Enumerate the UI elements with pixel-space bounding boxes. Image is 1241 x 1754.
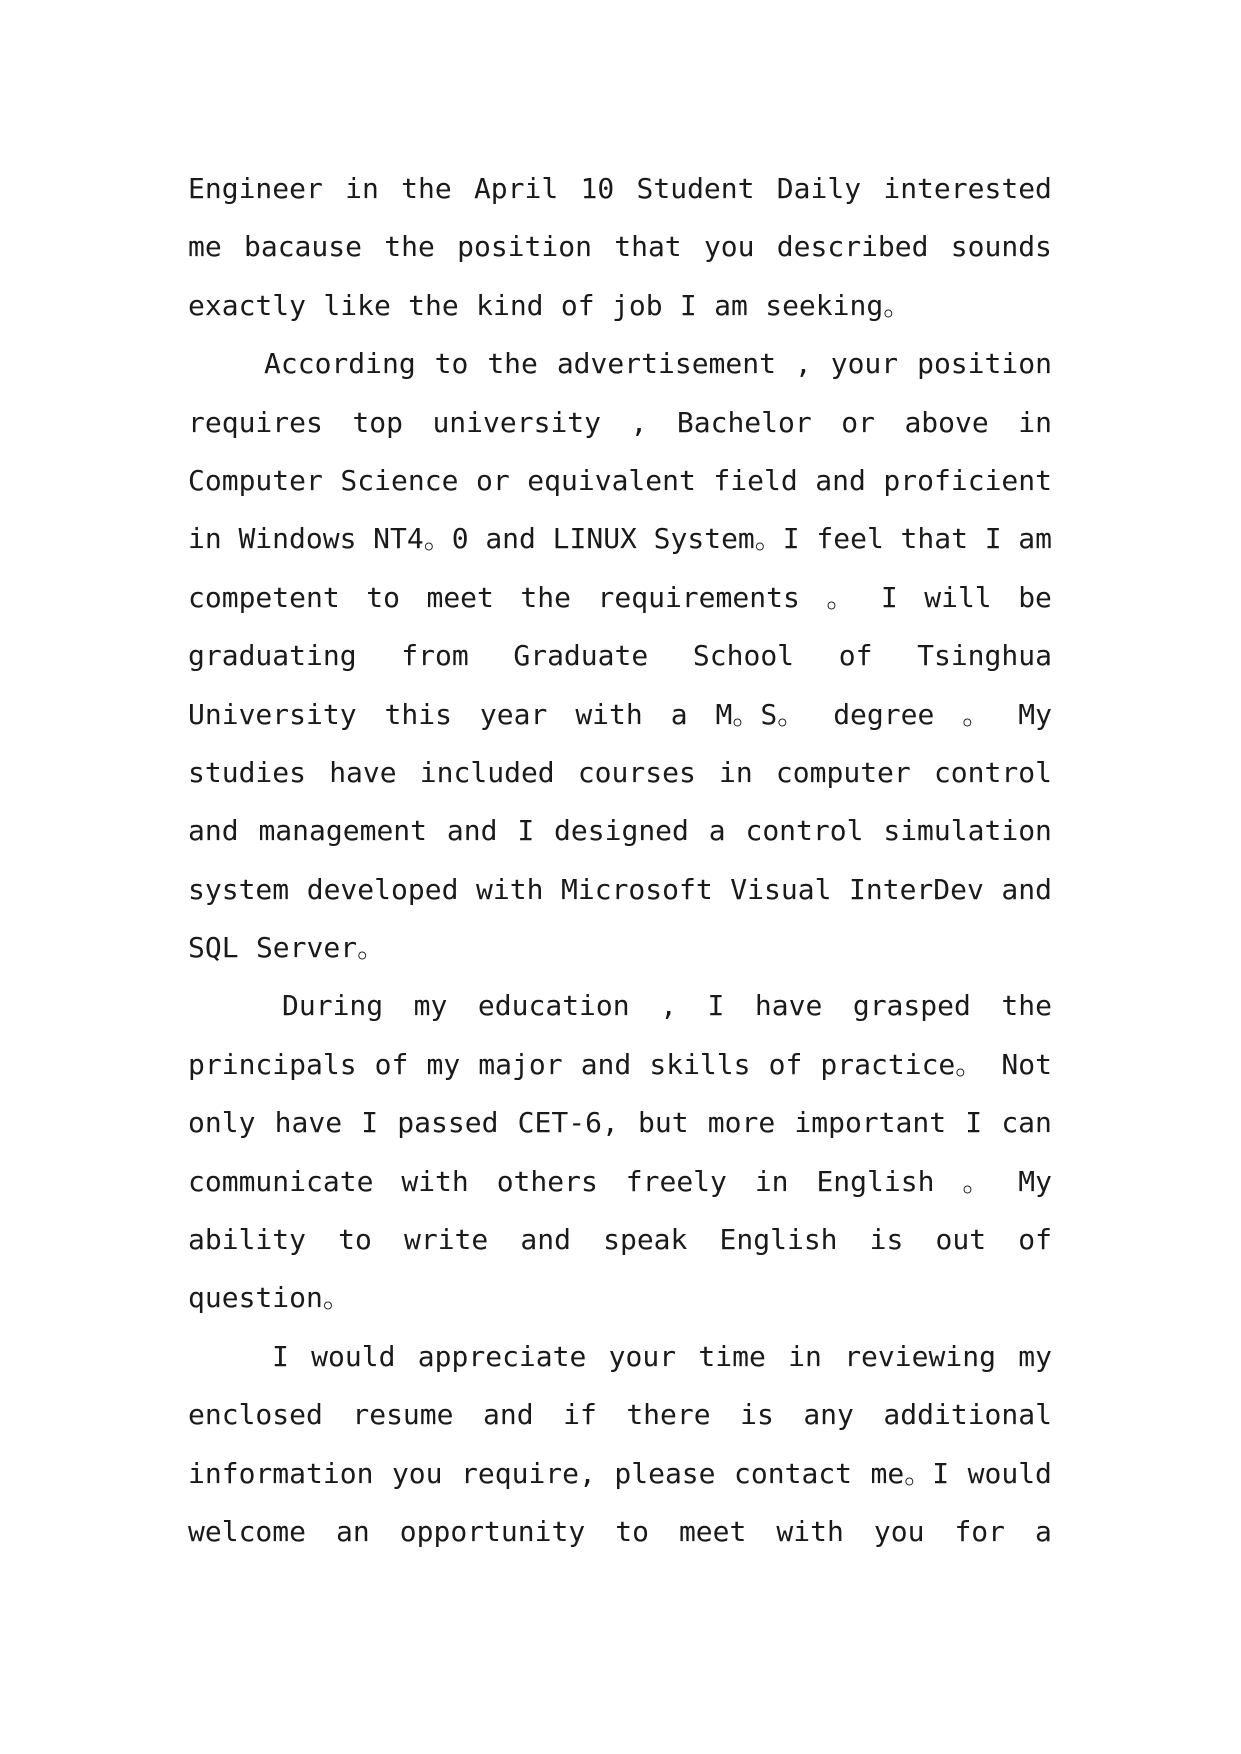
word: there	[626, 1398, 711, 1432]
word: I	[984, 522, 1002, 556]
word: requires	[188, 405, 323, 439]
word: I	[707, 989, 725, 1023]
word: Computer	[188, 463, 323, 497]
word: would	[967, 1456, 1052, 1490]
word: education	[477, 989, 630, 1023]
text-line	[188, 977, 1052, 1035]
word: SQL	[188, 931, 239, 965]
word: During	[282, 989, 384, 1023]
text-line	[188, 510, 1052, 568]
word: in	[754, 1164, 789, 1198]
word: Not	[1001, 1047, 1052, 1081]
word: my	[413, 989, 448, 1023]
word: major	[478, 1047, 563, 1081]
word: question。	[188, 1281, 351, 1315]
word: is	[740, 1398, 774, 1432]
word: for	[954, 1514, 1006, 1548]
word: graduating	[188, 639, 357, 673]
word: bacause	[243, 230, 362, 264]
word: with	[476, 872, 544, 906]
word: this	[384, 697, 452, 731]
word: that	[614, 230, 682, 264]
word: others	[496, 1164, 598, 1198]
word: field	[713, 463, 798, 497]
word: and	[1001, 872, 1052, 906]
word: in	[719, 755, 753, 789]
text-line	[188, 160, 1052, 218]
word: me。I	[870, 1456, 950, 1490]
word: ,	[660, 989, 677, 1023]
word: NT4。0	[373, 522, 469, 556]
text-line	[188, 627, 1052, 685]
word: developed	[306, 872, 459, 906]
text-line	[188, 861, 1052, 919]
word: of	[768, 1047, 803, 1081]
word: seeking。	[765, 288, 912, 322]
word: require,	[461, 1456, 596, 1490]
word: proficient	[883, 463, 1052, 497]
word: information	[188, 1456, 374, 1490]
text-line	[188, 1211, 1052, 1269]
word: resume	[352, 1398, 454, 1432]
word: my	[426, 1047, 461, 1081]
word: requirements	[597, 580, 800, 614]
word: My	[1018, 697, 1052, 731]
word: Student	[636, 172, 755, 205]
word: and	[485, 522, 536, 556]
word: Bachelor	[676, 405, 812, 439]
word: Graduate	[513, 639, 649, 673]
word: like	[323, 288, 391, 322]
word: Microsoft	[561, 872, 713, 906]
word: a	[708, 814, 726, 848]
word: Tsinghua	[917, 639, 1052, 673]
word: feel	[816, 522, 884, 556]
text-line	[188, 744, 1052, 802]
word: According	[264, 347, 416, 381]
word: but	[637, 1106, 689, 1140]
word: Science	[340, 463, 459, 497]
word: and	[815, 463, 866, 497]
word: have	[274, 1106, 343, 1140]
word: is	[869, 1223, 904, 1257]
word: advertisement	[556, 347, 776, 381]
text-line	[188, 452, 1052, 510]
word: in	[788, 1339, 822, 1373]
word: communicate	[188, 1164, 374, 1198]
word: grasped	[852, 989, 971, 1023]
word: position	[457, 230, 592, 264]
word: time	[698, 1339, 766, 1373]
word: of	[560, 288, 595, 322]
word: you	[391, 1456, 443, 1490]
word: you	[873, 1514, 925, 1548]
text-line	[188, 1386, 1052, 1444]
text-line	[188, 218, 1052, 276]
text-line	[188, 802, 1052, 860]
word: Daily	[776, 172, 862, 205]
word: will	[924, 580, 992, 614]
word: University	[188, 697, 357, 731]
word: of	[374, 1047, 409, 1081]
word: Visual	[730, 872, 832, 906]
word: included	[419, 755, 555, 789]
word: I	[679, 288, 697, 322]
word: with	[401, 1164, 469, 1198]
word: if	[563, 1398, 597, 1432]
word: practice。	[820, 1047, 984, 1081]
word: any	[803, 1398, 854, 1432]
word: the	[384, 230, 435, 264]
text-line	[188, 1094, 1052, 1152]
word: and	[580, 1047, 632, 1081]
word: designed	[554, 814, 689, 848]
word: skills	[649, 1047, 751, 1081]
word: I	[965, 1106, 983, 1140]
word: LINUX	[552, 522, 637, 556]
word: your	[608, 1339, 677, 1373]
word: from	[401, 639, 469, 673]
word: ,	[794, 347, 812, 381]
text-line	[188, 277, 1052, 335]
word: with	[575, 697, 643, 731]
word: control	[745, 814, 864, 848]
word: an	[336, 1514, 370, 1548]
word: InterDev	[849, 872, 984, 906]
word: English	[816, 1164, 935, 1198]
word: the	[1001, 989, 1052, 1023]
word: contact	[734, 1456, 853, 1490]
word: or	[476, 463, 510, 497]
word: Server。	[255, 931, 386, 965]
text-line	[188, 686, 1052, 744]
word: top	[352, 405, 403, 439]
word: can	[1001, 1106, 1052, 1140]
word: the	[401, 172, 452, 205]
word: System。I	[653, 522, 800, 556]
word: above	[904, 405, 989, 439]
text-line	[188, 1445, 1052, 1503]
word: system	[188, 872, 290, 906]
word: welcome	[188, 1514, 307, 1548]
word: described	[776, 230, 929, 264]
word: have	[329, 755, 397, 789]
text-line	[188, 335, 1052, 393]
text-line	[188, 1328, 1052, 1386]
word: I	[272, 1339, 289, 1373]
word: I	[880, 580, 898, 614]
word: with	[776, 1514, 844, 1548]
word: meet	[678, 1514, 747, 1548]
word: the	[487, 347, 538, 381]
text-line	[188, 1036, 1052, 1094]
word: and	[446, 814, 498, 848]
word: year	[479, 697, 548, 731]
text-line	[188, 394, 1052, 452]
word: the	[520, 580, 571, 614]
word: equivalent	[527, 463, 696, 497]
word: a	[1035, 1514, 1052, 1548]
word: studies	[188, 755, 307, 789]
word: speak	[603, 1223, 688, 1257]
word: am	[1018, 522, 1052, 556]
word: to	[338, 1223, 372, 1257]
word: am	[714, 288, 748, 322]
word: control	[933, 755, 1052, 789]
word: you	[703, 230, 755, 264]
word: Engineer	[188, 172, 323, 205]
word: courses	[577, 755, 696, 789]
word: reviewing	[844, 1339, 996, 1373]
word: passed	[397, 1106, 499, 1140]
word: to	[615, 1514, 649, 1548]
word: interested	[883, 172, 1052, 205]
word: management	[258, 814, 428, 848]
word: of	[1018, 1223, 1052, 1257]
word: and	[188, 814, 239, 848]
word: please	[614, 1456, 716, 1490]
word: to	[366, 580, 400, 614]
word: English	[719, 1223, 838, 1257]
word: ,	[630, 405, 648, 439]
word: me	[188, 230, 222, 264]
word: exactly	[188, 288, 307, 322]
word: out	[935, 1223, 987, 1257]
text-line	[188, 1153, 1052, 1211]
word: Windows	[238, 522, 357, 556]
word: appreciate	[417, 1339, 587, 1373]
word: be	[1018, 580, 1052, 614]
word: job	[611, 288, 663, 322]
word: My	[1018, 1164, 1052, 1198]
word: I	[361, 1106, 379, 1140]
word: M。S。	[715, 697, 806, 731]
word: meet	[426, 580, 494, 614]
word: to	[434, 347, 469, 381]
word: 10	[580, 172, 615, 205]
word: or	[841, 405, 875, 439]
text-line	[188, 1269, 1052, 1327]
word: in	[188, 522, 222, 556]
word: additional	[883, 1398, 1052, 1432]
word: in	[345, 172, 379, 205]
text-line	[188, 1503, 1052, 1561]
word: freely	[625, 1164, 727, 1198]
word: ability	[188, 1223, 307, 1257]
word: computer	[775, 755, 911, 789]
word: university	[432, 405, 602, 439]
text-line	[188, 569, 1052, 627]
word: important	[794, 1106, 947, 1140]
word: write	[403, 1223, 489, 1257]
word: my	[1018, 1339, 1052, 1373]
letter-body	[188, 160, 1052, 1561]
word: more	[707, 1106, 776, 1140]
word: CET-6,	[517, 1106, 619, 1140]
word: principals	[188, 1047, 357, 1081]
word: simulation	[883, 814, 1052, 848]
word: a	[670, 697, 688, 731]
word: only	[188, 1106, 256, 1140]
word: School	[692, 639, 795, 673]
word: 。	[962, 697, 991, 731]
word: and	[483, 1398, 534, 1432]
word: position	[917, 347, 1052, 381]
word: the	[408, 288, 459, 322]
word: opportunity	[399, 1514, 586, 1548]
word: have	[754, 989, 823, 1023]
word: that	[900, 522, 968, 556]
word: degree	[833, 697, 935, 731]
text-line	[188, 919, 1052, 977]
word: in	[1018, 405, 1052, 439]
word: sounds	[950, 230, 1052, 264]
word: of	[838, 639, 873, 673]
word: April	[473, 172, 559, 205]
word: kind	[476, 288, 544, 322]
word: would	[311, 1339, 396, 1373]
word: and	[520, 1223, 571, 1257]
word: 。	[962, 1164, 991, 1198]
word: enclosed	[188, 1398, 323, 1432]
word: I	[517, 814, 535, 848]
word: 。	[826, 580, 855, 614]
word: your	[830, 347, 899, 381]
word: competent	[188, 580, 340, 614]
